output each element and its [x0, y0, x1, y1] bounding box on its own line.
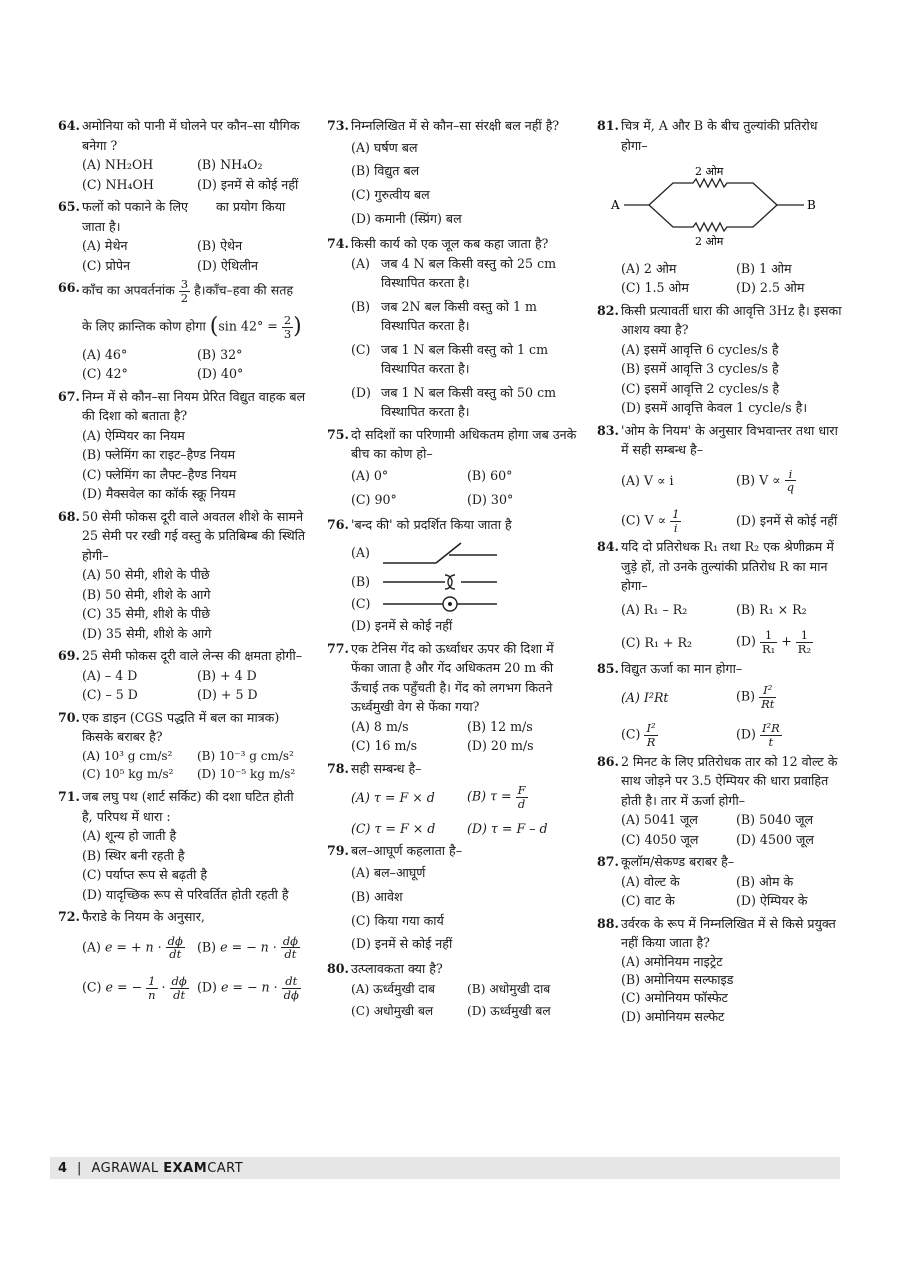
question-65 — [58, 197, 308, 275]
question-number: 82. — [597, 302, 619, 318]
option-a: (A) घर्षण बल — [351, 139, 418, 155]
question-85 — [597, 659, 847, 749]
option-c: (C) किया गया कार्य — [351, 912, 444, 928]
option-b: (B) τ = $\frac{F}{d}$ — [467, 783, 526, 811]
question-number: 75. — [327, 426, 349, 442]
question-number: 66. — [58, 280, 80, 296]
option-d: (D) मैक्सवेल का कॉर्क स्क्रू नियम — [82, 486, 236, 502]
question-text: सही सम्बन्ध है– — [351, 760, 422, 776]
question-number: 70. — [58, 709, 80, 725]
question-number: 67. — [58, 388, 80, 404]
question-70 — [58, 708, 308, 784]
option-d: (D) इनमें से कोई नहीं — [351, 936, 453, 952]
question-69 — [58, 646, 308, 705]
option-d: (D) $\frac{1}{\text{R₁}}$ + $\frac{1}{\text{R₂}}$ — [736, 628, 812, 656]
brand-logo: AGRAWAL EXAMCART — [91, 1160, 244, 1176]
option-b: (B) अधोमुखी दाब — [467, 981, 551, 996]
option-d: (D) e = − n · $\frac{dt}{d\phi}$ — [197, 973, 299, 1002]
question-text: किसी प्रत्यावर्ती धारा की आवृत्ति 3Hz है। इसका आशय क्या है? — [621, 302, 842, 338]
option-b: (B) 32° — [197, 346, 243, 362]
option-c: (C) – 5 D — [82, 687, 138, 703]
option-b: (B) अमोनियम सल्फाइड — [621, 972, 734, 988]
option-d: (D) 20 m/s — [467, 738, 534, 754]
question-number: 65. — [58, 199, 80, 215]
question-76 — [327, 515, 579, 636]
option-b: (B) 60° — [467, 467, 513, 483]
question-number: 68. — [58, 508, 80, 524]
question-87 — [597, 852, 847, 911]
parallel-resistors-icon — [597, 159, 837, 249]
option-d: (D) इनमें से कोई नहीं — [197, 176, 299, 192]
option-b: (B) + 4 D — [197, 667, 257, 683]
option-b: (B) — [351, 572, 579, 592]
option-a: (A) τ = F × d — [351, 789, 435, 805]
question-81 — [597, 116, 847, 298]
question-text: चित्र में, A और B के बीच तुल्यांकी प्रतिरोध होगा– — [621, 118, 818, 153]
paren-left: ( — [209, 314, 219, 340]
option-d: (D) ऐम्पियर के — [736, 893, 808, 909]
question-text: 25 सेमी फोकस दूरी वाले लेन्स की क्षमता होगी– — [82, 648, 303, 664]
option-c: (C) वाट के — [621, 893, 675, 909]
question-text: 2 मिनट के लिए प्रतिरोधक तार को 12 वोल्ट के साथ जोड़ने पर 3.5 ऐम्पियर की धारा प्रवाहित होती है। तार में ऊर्जा होगी– — [621, 753, 838, 808]
option-c: (C) — [351, 594, 579, 614]
question-80 — [327, 959, 579, 1022]
question-number: 64. — [58, 118, 80, 133]
option-c: (C) 1.5 ओम — [621, 280, 689, 296]
question-78 — [327, 759, 579, 838]
fraction-2-3: $\frac{2}{3}$ — [283, 313, 292, 341]
option-b: (B) 12 m/s — [467, 718, 533, 734]
column-right — [597, 116, 847, 1029]
node-a-label: A — [611, 198, 620, 213]
option-d: (D) इसमें आवृत्ति केवल 1 cycle/s है। — [621, 400, 808, 416]
page-number: 4 — [58, 1160, 68, 1176]
question-79 — [327, 841, 579, 956]
option-c: (C) 35 सेमी, शीशे के पीछे — [82, 606, 211, 622]
question-73 — [327, 116, 579, 231]
option-a: (A) e = + n · $\frac{d\phi}{dt}$ — [82, 933, 183, 962]
node-b-label: B — [807, 198, 816, 213]
question-77 — [327, 639, 579, 756]
top-resistor-label: 2 ओम — [695, 165, 724, 179]
option-a: (A) NH₂OH — [82, 157, 154, 173]
option-d: (D) 40° — [197, 366, 244, 382]
option-c: (C) अमोनियम फॉस्फेट — [621, 990, 728, 1006]
option-a: (A) ऐम्पियर का नियम — [82, 427, 185, 443]
option-b: (B) ओम के — [736, 873, 794, 889]
open-switch-icon — [381, 537, 501, 569]
option-b: (B) जब 2N बल किसी वस्तु को 1 m विस्थापित करता है। — [351, 298, 537, 334]
option-c: (C) e = − $\frac{1}{n}$ · $\frac{d\phi}{dt}$ — [82, 973, 187, 1002]
question-75 — [327, 425, 579, 512]
option-c: (C) अधोमुखी बल — [351, 1003, 434, 1018]
fraction-3-2: $\frac{3}{2}$ — [180, 277, 189, 305]
option-b: (B) $\frac{\text{I²}}{Rt}$ — [736, 683, 775, 711]
option-a: (A) 50 सेमी, शीशे के पीछे — [82, 567, 210, 583]
question-text-part1: काँच का अपवर्तनांक — [82, 282, 175, 298]
option-b: (B) 50 सेमी, शीशे के आगे — [82, 586, 211, 602]
option-d: (D) τ = F – d — [467, 820, 548, 836]
option-a: (A) वोल्ट के — [621, 873, 680, 889]
option-d: (D) जब 1 N बल किसी वस्तु को 50 cm विस्थापित करता है। — [351, 384, 557, 420]
option-c: (C) τ = F × d — [351, 820, 436, 836]
option-a: (A) 5041 जूल — [621, 812, 698, 828]
question-74 — [327, 234, 579, 422]
question-number: 74. — [327, 236, 349, 252]
option-d: (D) ऊर्ध्वमुखी बल — [467, 1003, 551, 1018]
option-c: (C) 42° — [82, 366, 128, 382]
bottom-resistor-label: 2 ओम — [695, 235, 724, 249]
option-d: (D) अमोनियम सल्फेट — [621, 1008, 725, 1024]
option-c: (C) 10⁵ kg m/s² — [82, 767, 174, 782]
question-number: 77. — [327, 640, 349, 656]
option-c: (C) 90° — [351, 491, 397, 507]
option-a: (A) ऊर्ध्वमुखी दाब — [351, 981, 435, 996]
option-d: (D) कमानी (स्प्रिंग) बल — [351, 211, 462, 227]
question-number: 78. — [327, 760, 349, 776]
question-number: 76. — [327, 516, 349, 532]
question-88 — [597, 914, 847, 1026]
question-number: 69. — [58, 648, 80, 664]
question-text-part2: है।काँच–हवा की सतह — [194, 282, 294, 298]
question-text-part3: के लिए क्रान्तिक कोण होगा — [82, 318, 206, 334]
option-d: (D) 4500 जूल — [736, 831, 814, 847]
question-66 — [58, 278, 308, 383]
plug-key-icon — [381, 572, 501, 592]
option-b: (B) e = − n · $\frac{d\phi}{dt}$ — [197, 933, 299, 962]
option-d: (D) 10⁻⁵ kg m/s² — [197, 767, 296, 782]
question-number: 88. — [597, 915, 619, 931]
question-number: 79. — [327, 843, 349, 859]
option-c: (C) R₁ + R₂ — [621, 634, 693, 650]
question-67 — [58, 387, 308, 504]
option-c: (C) इसमें आवृत्ति 2 cycles/s है — [621, 380, 780, 396]
option-c: (C) 16 m/s — [351, 738, 418, 754]
option-b: (B) विद्युत बल — [351, 163, 420, 179]
option-a: (A) V ∝ i — [621, 473, 674, 489]
paren-right: ) — [293, 314, 302, 340]
option-a: (A) I²Rt — [621, 689, 669, 705]
option-b: (B) V ∝ $\frac{i}{q}$ — [736, 466, 795, 495]
option-b: (B) 1 ओम — [736, 260, 792, 276]
option-d: (D) 2.5 ओम — [736, 280, 805, 296]
option-b: (B) 10⁻³ g cm/s² — [197, 748, 294, 763]
question-text: 50 सेमी फोकस दूरी वाले अवतल शीशे के सामने 25 सेमी पर रखी गई वस्तु के प्रतिबिम्ब की स्थिति होगी– — [82, 508, 306, 563]
question-number: 73. — [327, 118, 349, 133]
option-a: (A) R₁ – R₂ — [621, 601, 688, 617]
question-text: फैराडे के नियम के अनुसार, — [82, 909, 205, 925]
footer-separator: | — [77, 1160, 82, 1176]
question-68 — [58, 507, 308, 644]
question-number: 85. — [597, 660, 619, 676]
question-number: 87. — [597, 854, 619, 870]
option-d: (D) यादृच्छिक रूप से परिवर्तित होती रहती है — [82, 886, 289, 902]
option-a: (A) इसमें आवृत्ति 6 cycles/s है — [621, 341, 779, 357]
question-text: यदि दो प्रतिरोधक R₁ तथा R₂ एक श्रेणीक्रम में जुड़े हों, तो उनके तुल्यांकी प्रतिरोध R का मान होगा– — [621, 539, 834, 594]
resistor-circuit-diagram — [597, 159, 847, 255]
option-c: (C) प्रोपेन — [82, 257, 131, 273]
question-text: उर्वरक के रूप में निम्नलिखित में से किसे प्रयुक्त नहीं किया जाता है? — [621, 915, 836, 951]
question-64 — [58, 116, 308, 194]
option-c: (C) $\frac{\text{I²}}{R}$ — [621, 721, 656, 750]
option-d: (D) + 5 D — [197, 687, 258, 703]
option-d: (D) 30° — [467, 491, 514, 507]
column-left — [58, 116, 308, 1004]
question-text: 'ओम के नियम' के अनुसार विभवान्तर तथा धारा में सही सम्बन्ध है– — [621, 422, 838, 458]
option-a: (A) — [351, 536, 579, 570]
option-b: (B) आवेश — [351, 888, 403, 904]
question-86 — [597, 752, 847, 850]
option-a: (A) 8 m/s — [351, 718, 409, 734]
question-number: 80. — [327, 961, 349, 977]
option-b: (B) 5040 जूल — [736, 812, 814, 828]
option-d: (D) 35 सेमी, शीशे के आगे — [82, 625, 212, 641]
question-82 — [597, 301, 847, 418]
option-b: (B) R₁ × R₂ — [736, 601, 807, 617]
question-text: उत्प्लावकता क्या है? — [351, 961, 443, 977]
option-c: (C) फ्लेमिंग का लैफ्ट–हैण्ड नियम — [82, 466, 237, 482]
question-text: जब लघु पथ (शार्ट सर्किट) की दशा घटित होती है, परिपथ में धारा : — [82, 789, 294, 824]
question-number: 83. — [597, 422, 619, 438]
option-a: (A) 2 ओम — [621, 260, 677, 276]
question-number: 81. — [597, 118, 619, 133]
question-text: बल–आघूर्ण कहलाता है– — [351, 843, 463, 859]
option-d: (D) ऐथिलीन — [197, 257, 258, 273]
option-a: (A) जब 4 N बल किसी वस्तु को 25 cm विस्थापित करता है। — [351, 255, 557, 291]
option-b: (B) स्थिर बनी रहती है — [82, 847, 185, 863]
question-text: 'बन्द की' को प्रदर्शित किया जाता है — [351, 516, 512, 532]
question-text: एक टेनिस गेंद को ऊर्ध्वाधर ऊपर की दिशा में फेंका जाता है और गेंद अधिकतम 20 m की ऊँचाई तक पहुँचती है। गेंद को लगभग कितने ऊर्ध्वमुखी वेग से फेंका गया? — [351, 640, 554, 715]
option-c: (C) NH₄OH — [82, 176, 154, 192]
option-a: (A) 10³ g cm/s² — [82, 748, 173, 763]
option-a: (A) 46° — [82, 346, 128, 362]
option-a: (A) मेथेन — [82, 238, 128, 254]
page-footer — [50, 1157, 840, 1179]
option-b: (B) इसमें आवृत्ति 3 cycles/s है — [621, 361, 779, 377]
question-number: 72. — [58, 909, 80, 925]
option-a: (A) अमोनियम नाइट्रेट — [621, 953, 723, 969]
question-number: 71. — [58, 789, 80, 804]
option-b: (B) ऐथेन — [197, 238, 243, 254]
question-72 — [58, 907, 308, 1001]
question-text: विद्युत ऊर्जा का मान होगा– — [621, 660, 743, 676]
question-text: निम्नलिखित में से कौन–सा संरक्षी बल नहीं है? — [351, 118, 560, 133]
option-c: (C) पर्याप्त रूप से बढ़ती है — [82, 867, 208, 883]
question-text: किसी कार्य को एक जूल कब कहा जाता है? — [351, 236, 549, 252]
question-83 — [597, 421, 847, 535]
question-text: एक डाइन (CGS पद्धति में बल का मात्रक) किसके बराबर है? — [82, 709, 280, 745]
question-text: फलों को पकाने के लिए का प्रयोग किया जाता है। — [82, 199, 290, 234]
closed-key-icon — [381, 594, 501, 614]
question-71 — [58, 787, 308, 904]
option-a: (A) शून्य हो जाती है — [82, 828, 177, 844]
question-text: कूलॉम/सेकण्ड बराबर है– — [621, 854, 735, 870]
sin-expression: sin 42° = — [218, 318, 278, 334]
option-c: (C) 4050 जूल — [621, 831, 699, 847]
option-a: (A) बल–आघूर्ण — [351, 864, 426, 880]
option-d: (D) इनमें से कोई नहीं — [351, 618, 453, 634]
option-b: (B) NH₄O₂ — [197, 157, 263, 173]
question-number: 86. — [597, 753, 619, 769]
option-a: (A) 0° — [351, 467, 389, 483]
option-c: (C) V ∝ $\frac{1}{i}$ — [621, 506, 680, 535]
column-middle — [327, 116, 579, 1026]
question-84 — [597, 537, 847, 655]
question-text: निम्न में से कौन–सा नियम प्रेरित विद्युत वाहक बल की दिशा को बताता है? — [82, 388, 306, 424]
option-d: (D) इनमें से कोई नहीं — [736, 513, 838, 529]
option-c: (C) गुरुत्वीय बल — [351, 187, 430, 203]
question-number: 84. — [597, 539, 619, 555]
question-text: दो सदिशों का परिणामी अधिकतम होगा जब उनके बीच का कोण हो– — [351, 426, 577, 462]
question-text: अमोनिया को पानी में घोलने पर कौन–सा यौगिक बनेगा ? — [82, 118, 300, 153]
option-a: (A) – 4 D — [82, 667, 138, 683]
option-c: (C) जब 1 N बल किसी वस्तु को 1 cm विस्थापित करता है। — [351, 341, 549, 377]
option-d: (D) $\frac{\text{I²R}}{t}$ — [736, 721, 780, 750]
option-b: (B) फ्लेमिंग का राइट–हैण्ड नियम — [82, 447, 236, 463]
